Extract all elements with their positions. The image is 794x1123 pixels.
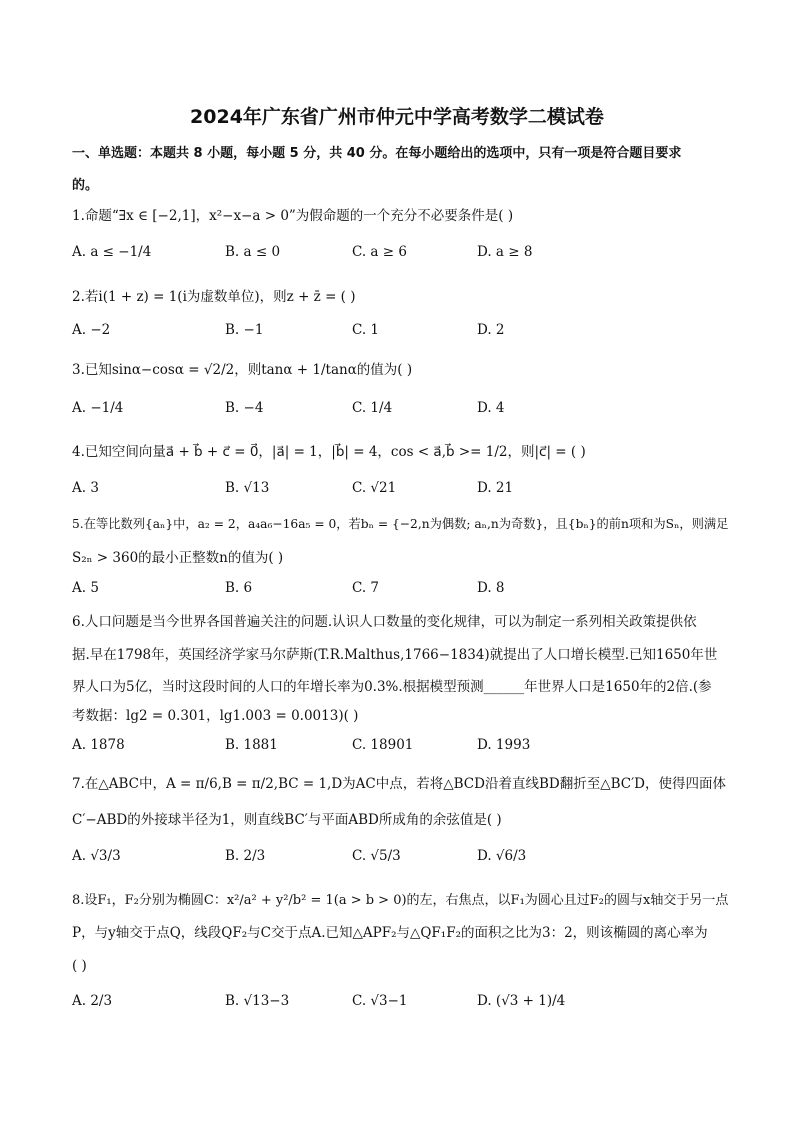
- option-d: D. 4: [477, 400, 505, 416]
- option-c: C. √21: [352, 480, 397, 496]
- option-c: C. √5/3: [352, 848, 401, 864]
- option-c: C. 18901: [352, 737, 414, 753]
- question-8-text-line-2: P，与y轴交于点Q，线段QF₂与C交于点A.已知△APF₂与△QF₁F₂的面积之比为3：2，则该椭圆的离心率为: [72, 925, 708, 941]
- question-3-text: 3.已知sinα−cosα = √2/2，则tanα + 1/tanα的值为( ): [72, 362, 413, 378]
- option-c: C. a ≥ 6: [352, 244, 407, 260]
- option-d: D. 2: [477, 322, 505, 338]
- option-b: B. a ≤ 0: [225, 244, 281, 260]
- question-4-options: [72, 480, 732, 502]
- option-b: B. √13: [225, 480, 270, 496]
- option-d: D. 21: [477, 480, 514, 496]
- option-d: D. 8: [477, 580, 505, 596]
- option-a: A. 5: [72, 580, 99, 596]
- question-7-text-line-2: C′−ABD的外接球半径为1，则直线BC′与平面ABD所成角的余弦值是( ): [72, 812, 502, 828]
- question-8-text-line-3: ( ): [72, 958, 87, 974]
- option-a: A. 2/3: [72, 993, 113, 1009]
- option-a: A. a ≤ −1/4: [72, 244, 152, 260]
- question-5-options: [72, 580, 732, 602]
- option-a: A. −2: [72, 322, 111, 338]
- question-7-text-line-1: 7.在△ABC中，A = π/6,B = π/2,BC = 1,D为AC中点，若将△BCD沿着直线BD翻折至△BC′D，使得四面体: [72, 776, 726, 792]
- option-d: D. a ≥ 8: [477, 244, 533, 260]
- page-title: 2024年广东省广州市仲元中学高考数学二模试卷: [190, 106, 604, 128]
- question-1-text: 1.命题“∃x ∈ [−2,1]，x²−x−a > 0”为假命题的一个充分不必要条件是( ): [72, 208, 514, 224]
- question-6-text-line-2: 据.早在1798年，英国经济学家马尔萨斯(T.R.Malthus,1766−1834)就提出了人口增长模型.已知1650年世: [72, 647, 718, 663]
- question-8-text-line-1: 8.设F₁，F₂分别为椭圆C：x²/a² + y²/b² = 1(a > b > 0)的左，右焦点，以F₁为圆心且过F₂的圆与x轴交于另一点: [72, 893, 729, 908]
- section-instructions-line-1: 一、单选题：本题共 8 小题，每小题 5 分，共 40 分。在每小题给出的选项中，只有一项是符合题目要求: [72, 146, 682, 161]
- question-4-text: 4.已知空间向量a⃗ + b⃗ + c⃗ = 0⃗，|a⃗| = 1，|b⃗| = 4，cos < a⃗,b⃗ >= 1/2，则|c⃗| = ( ): [72, 444, 586, 460]
- question-2-options: [72, 322, 732, 344]
- section-instructions-line-2: 的。: [72, 178, 99, 193]
- question-6-options: [72, 737, 732, 759]
- option-c: C. 7: [352, 580, 380, 596]
- question-6-text-line-1: 6.人口问题是当今世界各国普遍关注的问题.认识人口数量的变化规律，可以为制定一系列相关政策提供依: [72, 614, 697, 630]
- question-7-options: [72, 848, 732, 870]
- option-b: B. 6: [225, 580, 253, 596]
- option-d: D. √6/3: [477, 848, 527, 864]
- option-c: C. 1/4: [352, 400, 393, 416]
- option-c: C. 1: [352, 322, 380, 338]
- question-2-text: 2.若i(1 + z) = 1(i为虚数单位)，则z + z̄ = ( ): [72, 289, 356, 305]
- option-a: A. √3/3: [72, 848, 121, 864]
- question-1-options: [72, 244, 732, 266]
- question-6-text-line-4: 考数据：lg2 = 0.301，lg1.003 = 0.0013)( ): [72, 708, 359, 724]
- option-b: B. −1: [225, 322, 264, 338]
- option-b: B. 2/3: [225, 848, 266, 864]
- question-5-text-line-2: S₂ₙ > 360的最小正整数n的值为( ): [72, 550, 284, 566]
- option-b: B. −4: [225, 400, 264, 416]
- option-b: B. 1881: [225, 737, 278, 753]
- question-8-options: [72, 993, 732, 1015]
- option-b: B. √13−3: [225, 993, 290, 1009]
- question-5-text-line-1: 5.在等比数列{aₙ}中，a₂ = 2，a₄a₆−16a₅ = 0，若bₙ = {−2,n为偶数; aₙ,n为奇数}，且{bₙ}的前n项和为Sₙ，则满足: [72, 517, 729, 531]
- option-a: A. 1878: [72, 737, 125, 753]
- option-d: D. 1993: [477, 737, 531, 753]
- option-a: A. 3: [72, 480, 99, 496]
- question-3-options: [72, 400, 732, 422]
- option-d: D. (√3 + 1)/4: [477, 993, 566, 1009]
- option-a: A. −1/4: [72, 400, 124, 416]
- question-6-text-line-3: 界人口为5亿，当时这段时间的人口的年增长率为0.3%.根据模型预测______年世界人口是1650年的2倍.(参: [72, 679, 712, 695]
- option-c: C. √3−1: [352, 993, 408, 1009]
